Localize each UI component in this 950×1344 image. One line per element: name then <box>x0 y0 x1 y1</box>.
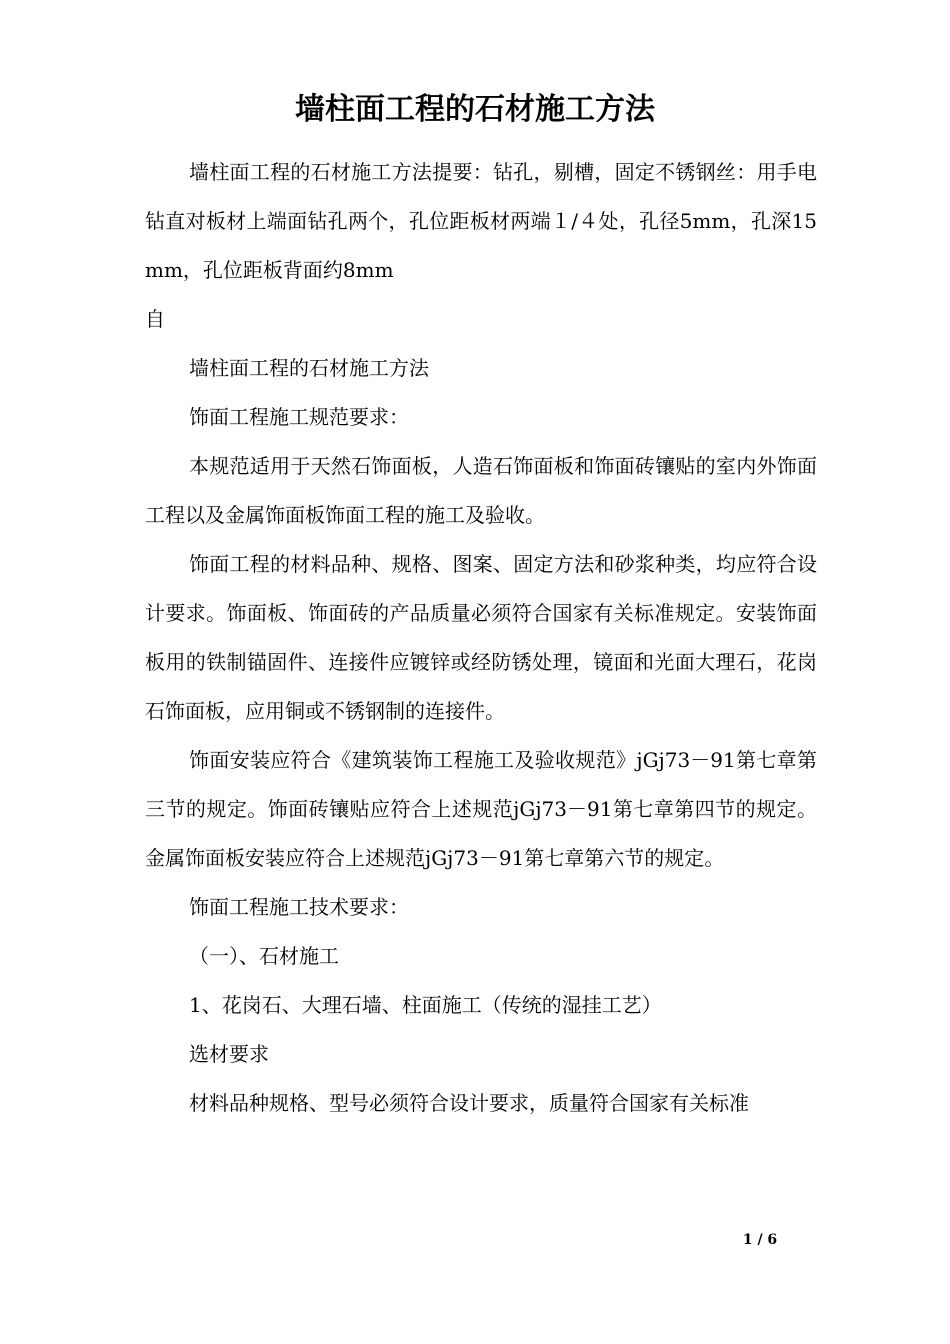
paragraph-heading-tech: 饰面工程施工技术要求： <box>189 895 409 919</box>
paragraph-materials: 饰面工程的材料品种、规格、图案、固定方法和砂浆种类，均应符合设计要求。饰面板、饰面砖的产品质量必须符合国家有关标准规定。安装饰面板用的铁制锚固件、连接件应镀锌或经防锈处理，镜面和光面大理石，花岗石饰面板，应用铜或不锈钢制的连接件。 <box>145 552 817 723</box>
paragraph-section-stone: （一）、石材施工 <box>189 944 339 968</box>
paragraph-item-granite: 1、花岗石、大理石墙、柱面施工（传统的湿挂工艺） <box>189 993 662 1017</box>
paragraph-summary: 墙柱面工程的石材施工方法提要：钻孔，剔槽，固定不锈钢丝：用手电钻直对板材上端面钻孔两个，孔位距板材两端１/４处，孔径5mm，孔深15mm，孔位距板背面约8mm <box>145 160 817 282</box>
paragraph-subtitle: 墙柱面工程的石材施工方法 <box>189 356 429 380</box>
document-body <box>145 148 817 1128</box>
paragraph-material-requirements: 材料品种规格、型号必须符合设计要求，质量符合国家有关标准 <box>189 1091 749 1115</box>
paragraph-heading-spec: 饰面工程施工规范要求： <box>189 405 409 429</box>
paragraph-standards: 饰面安装应符合《建筑装饰工程施工及验收规范》jGj73－91第七章第三节的规定。饰面砖镶贴应符合上述规范jGj73－91第七章第四节的规定。金属饰面板安装应符合上述规范jGj73－91第七章第六节的规定。 <box>145 748 817 870</box>
paragraph-scope: 本规范适用于天然石饰面板，人造石饰面板和饰面砖镶贴的室内外饰面工程以及金属饰面板饰面工程的施工及验收。 <box>145 454 817 527</box>
paragraph-fragment: 自 <box>145 307 165 331</box>
document-title: 墙柱面工程的石材施工方法 <box>295 92 655 127</box>
page-indicator: 1 / 6 <box>742 1232 778 1248</box>
paragraph-selection: 选材要求 <box>189 1042 269 1066</box>
